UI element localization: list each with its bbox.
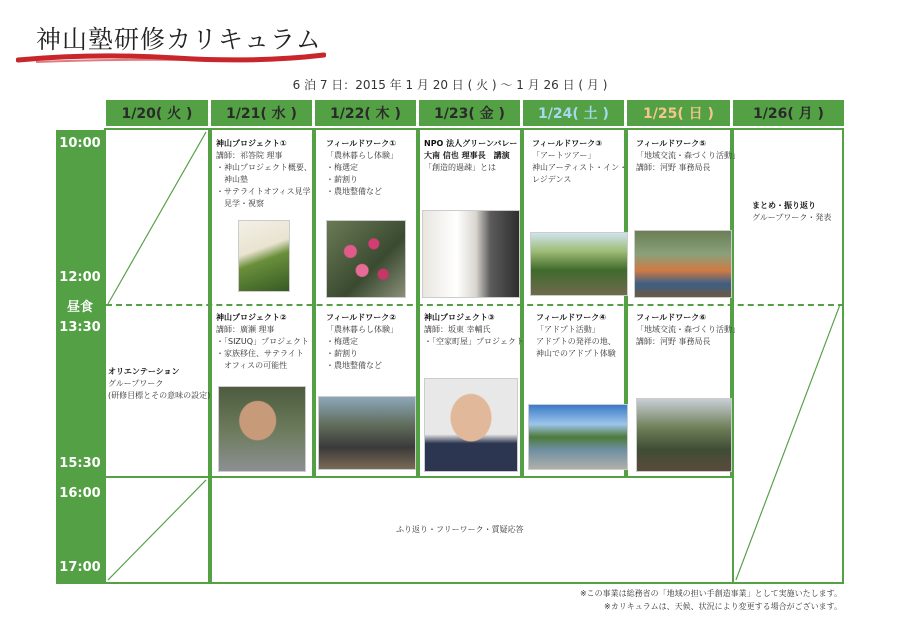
portrait-photo (424, 378, 518, 472)
block-line: ・梅選定 (326, 337, 358, 346)
cell-d0-pm (108, 366, 210, 402)
day-header-saturday: 1/24( 土 ) (523, 100, 624, 126)
time-column (56, 130, 104, 584)
block-title: フィールドワーク① (326, 139, 396, 148)
cell-day1-late (104, 476, 210, 584)
block-line: グループワーク・発表 (752, 213, 832, 222)
block-line: 講師：坂東 幸輔氏 (424, 325, 491, 334)
cell-d3-pm (424, 312, 524, 348)
block-title: フィールドワーク③ (532, 139, 602, 148)
cell-d1-am (216, 138, 312, 210)
time-label: 15:30 (59, 456, 101, 471)
block-line: 見学・視察 (216, 199, 264, 208)
block-line: 「農林暮らし体験」 (326, 325, 398, 334)
block-line: ・サテライトオフィス見学 (216, 187, 311, 196)
lakeside-photo (528, 404, 628, 470)
day-header-sunday: 1/25( 日 ) (627, 100, 730, 126)
block-title: NPO 法人グリーンバレー (424, 139, 518, 148)
block-line: 神山塾 (216, 175, 248, 184)
footnotes (580, 587, 842, 613)
block-line: 講師：河野 事務局長 (636, 163, 711, 172)
block-line: 「創造的過疎」とは (424, 163, 496, 172)
block-line: 神山でのアドプト体験 (536, 349, 616, 358)
block-line: (研修目標とその意味の設定) (108, 391, 211, 400)
footnote: ※カリキュラムは、天候、状況により変更する場合がございます。 (604, 602, 842, 611)
cell-d3-am (424, 138, 517, 174)
day-header: 1/26( 月 ) (733, 100, 844, 126)
day-header: 1/23( 金 ) (419, 100, 520, 126)
block-line: 「農林暮らし体験」 (326, 151, 398, 160)
block-title: 神山プロジェクト③ (424, 313, 495, 322)
block-line: 「地域交流・森づくり活動」 (636, 151, 740, 160)
group-in-field-photo (318, 396, 416, 470)
block-title: オリエンテーション (108, 367, 180, 376)
presenter-photo (422, 210, 520, 298)
day-header: 1/22( 木 ) (315, 100, 416, 126)
block-line: アドプトの発祥の地、 (536, 337, 616, 346)
block-line: レジデンス (532, 175, 572, 184)
lunch-label: 昼食 (66, 300, 93, 315)
cell-d4-am (532, 138, 627, 186)
block-line: 講師：祁答院 理事 (216, 151, 283, 160)
diagonal-line (734, 130, 842, 582)
block-line: ・神山プロジェクト概要、 (216, 163, 312, 172)
day-header: 1/21( 水 ) (211, 100, 312, 126)
block-title: 神山プロジェクト① (216, 139, 287, 148)
time-label: 13:30 (59, 320, 101, 335)
block-line: ・梅選定 (326, 163, 358, 172)
plum-blossom-photo (326, 220, 406, 298)
block-line: ・家族移住、サテライト (216, 349, 304, 358)
cell-d2-pm (326, 312, 398, 372)
block-line: 「アドプト活動」 (536, 325, 600, 334)
block-title: フィールドワーク⑤ (636, 139, 706, 148)
time-label: 12:00 (59, 270, 101, 285)
cell-d1-pm (216, 312, 309, 372)
brush-stroke (16, 50, 326, 66)
cell-d5-am (636, 138, 740, 174)
block-line: ・農地整備など (326, 187, 382, 196)
block-line: ・農地整備など (326, 361, 382, 370)
diagonal-line (106, 130, 211, 476)
cell-d4-pm (536, 312, 616, 360)
block-line: ・「空家町屋」プロジェクト (424, 337, 524, 346)
cell-day7 (732, 128, 844, 584)
book-cover-photo (238, 220, 290, 292)
cell-d6 (752, 200, 831, 224)
time-label: 10:00 (59, 136, 101, 151)
block-line: ・薪割り (326, 349, 358, 358)
block-title: まとめ・振り返り (752, 201, 816, 210)
block-line: 神山アーティスト・イン・ (532, 163, 628, 172)
block-title-2: 大南 信也 理事長 講演 (424, 151, 510, 160)
day-header: 1/20( 火 ) (106, 100, 208, 126)
block-line: 「地域交流・森づくり活動」 (636, 325, 740, 334)
time-label: 17:00 (59, 560, 101, 575)
block-title: フィールドワーク⑥ (636, 313, 706, 322)
block-line: 「アートツアー」 (532, 151, 596, 160)
block-line: オフィスの可能性 (216, 361, 288, 370)
forest-photo (530, 232, 628, 296)
cell-d5-pm (636, 312, 740, 348)
block-line: ・薪割り (326, 175, 358, 184)
block-title: フィールドワーク② (326, 313, 396, 322)
block-line: 講師：廣瀬 理事 (216, 325, 275, 334)
schedule-period: 6 泊 7 日：2015 年 1 月 20 日 ( 火 ) 〜 1 月 26 日 ( 月 ) (292, 78, 608, 92)
block-title: 神山プロジェクト② (216, 313, 287, 322)
lunch-divider (106, 304, 844, 306)
block-line: 講師：河野 事務局長 (636, 337, 711, 346)
block-line: ・「SIZUQ」プロジェクト (216, 337, 309, 346)
man-in-cap-photo (218, 386, 306, 472)
page-title: 神山塾研修カリキュラム (36, 25, 322, 54)
group-photo (634, 230, 732, 298)
block-line: グループワーク (108, 379, 164, 388)
footnote: ※この事業は総務省の「地域の担い手創造事業」として実施いたします。 (579, 589, 842, 598)
forest-work-photo (636, 398, 732, 472)
time-label: 16:00 (59, 486, 101, 501)
cell-bottom-text: ふり返り・フリーワーク・質疑応答 (396, 525, 524, 534)
cell-day1 (104, 128, 210, 478)
diagonal-line (106, 478, 208, 582)
cell-d2-am (326, 138, 398, 198)
block-title: フィールドワーク④ (536, 313, 606, 322)
